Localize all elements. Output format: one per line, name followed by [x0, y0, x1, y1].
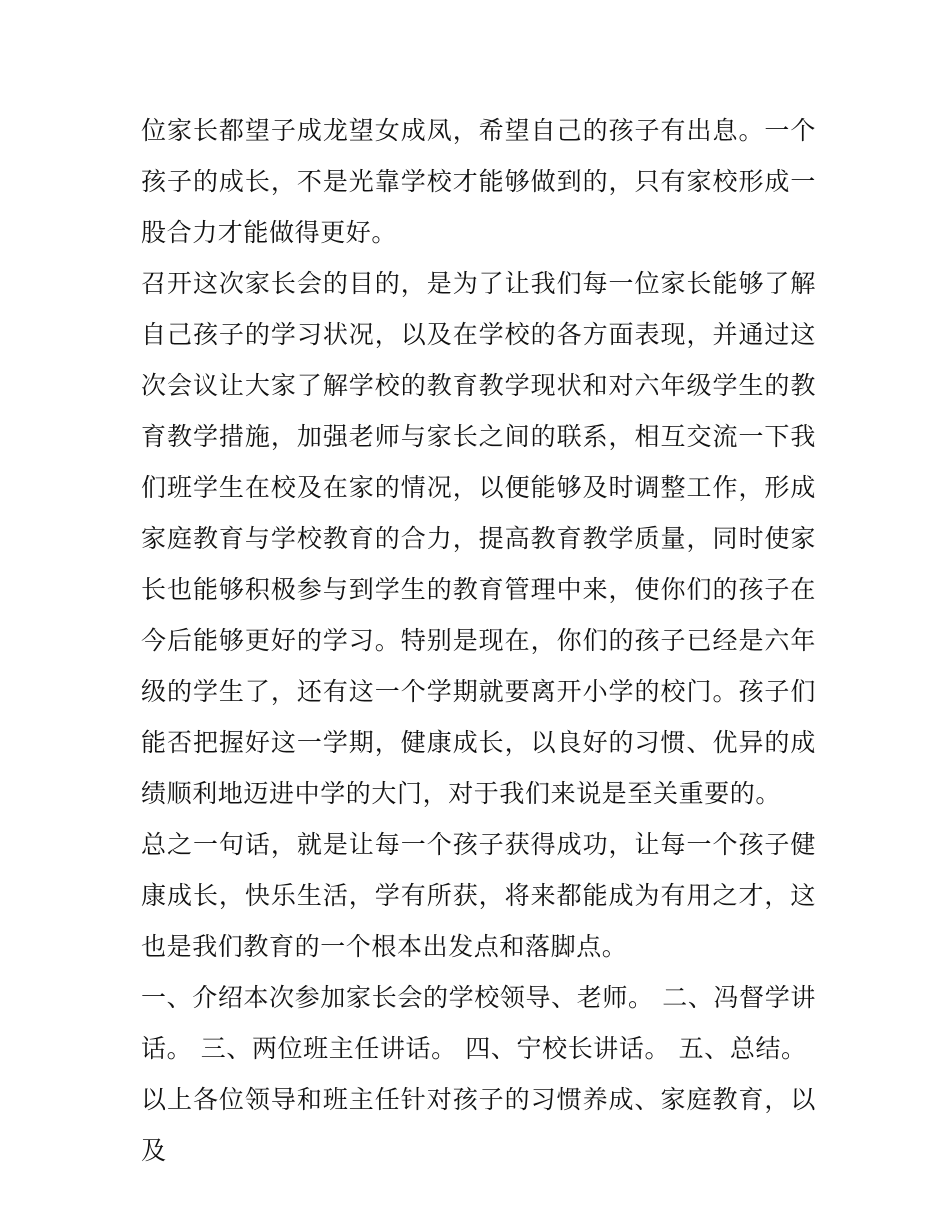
document-body [141, 105, 816, 1176]
paragraph-4-agenda: 一、介绍本次参加家长会的学校领导、老师。 二、冯督学讲话。 三、两位班主任讲话。 四、宁校长讲话。 五、总结。 [141, 983, 816, 1063]
paragraph-5: 以上各位领导和班主任针对孩子的习惯养成、家庭教育，以及 [141, 1085, 816, 1165]
paragraph-2: 召开这次家长会的目的，是为了让我们每一位家长能够了解自己孩子的学习状况，以及在学校的各方面表现，并通过这次会议让大家了解学校的教育教学现状和对六年级学生的教育教学措施，加强老师与家长之间的联系，相互交流一下我们班学生在校及在家的情况，以便能够及时调整工作，形成家庭教育与学校教育的合力，提高教育教学质量，同时使家长也能够积极参与到学生的教育管理中来，使你们的孩子在今后能够更好的学习。特别是现在，你们的孩子已经是六年级的学生了，还有这一个学期就要离开小学的校门。孩子们能否把握好这一学期，健康成长，以良好的习惯、优异的成绩顺利地迈进中学的大门，对于我们来说是至关重要的。 [141, 269, 816, 808]
paragraph-1: 位家长都望子成龙望女成凤，希望自己的孩子有出息。一个孩子的成长，不是光靠学校才能够做到的，只有家校形成一股合力才能做得更好。 [141, 116, 816, 247]
paragraph-3: 总之一句话，就是让每一个孩子获得成功，让每一个孩子健康成长，快乐生活，学有所获，将来都能成为有用之才，这也是我们教育的一个根本出发点和落脚点。 [141, 830, 816, 961]
